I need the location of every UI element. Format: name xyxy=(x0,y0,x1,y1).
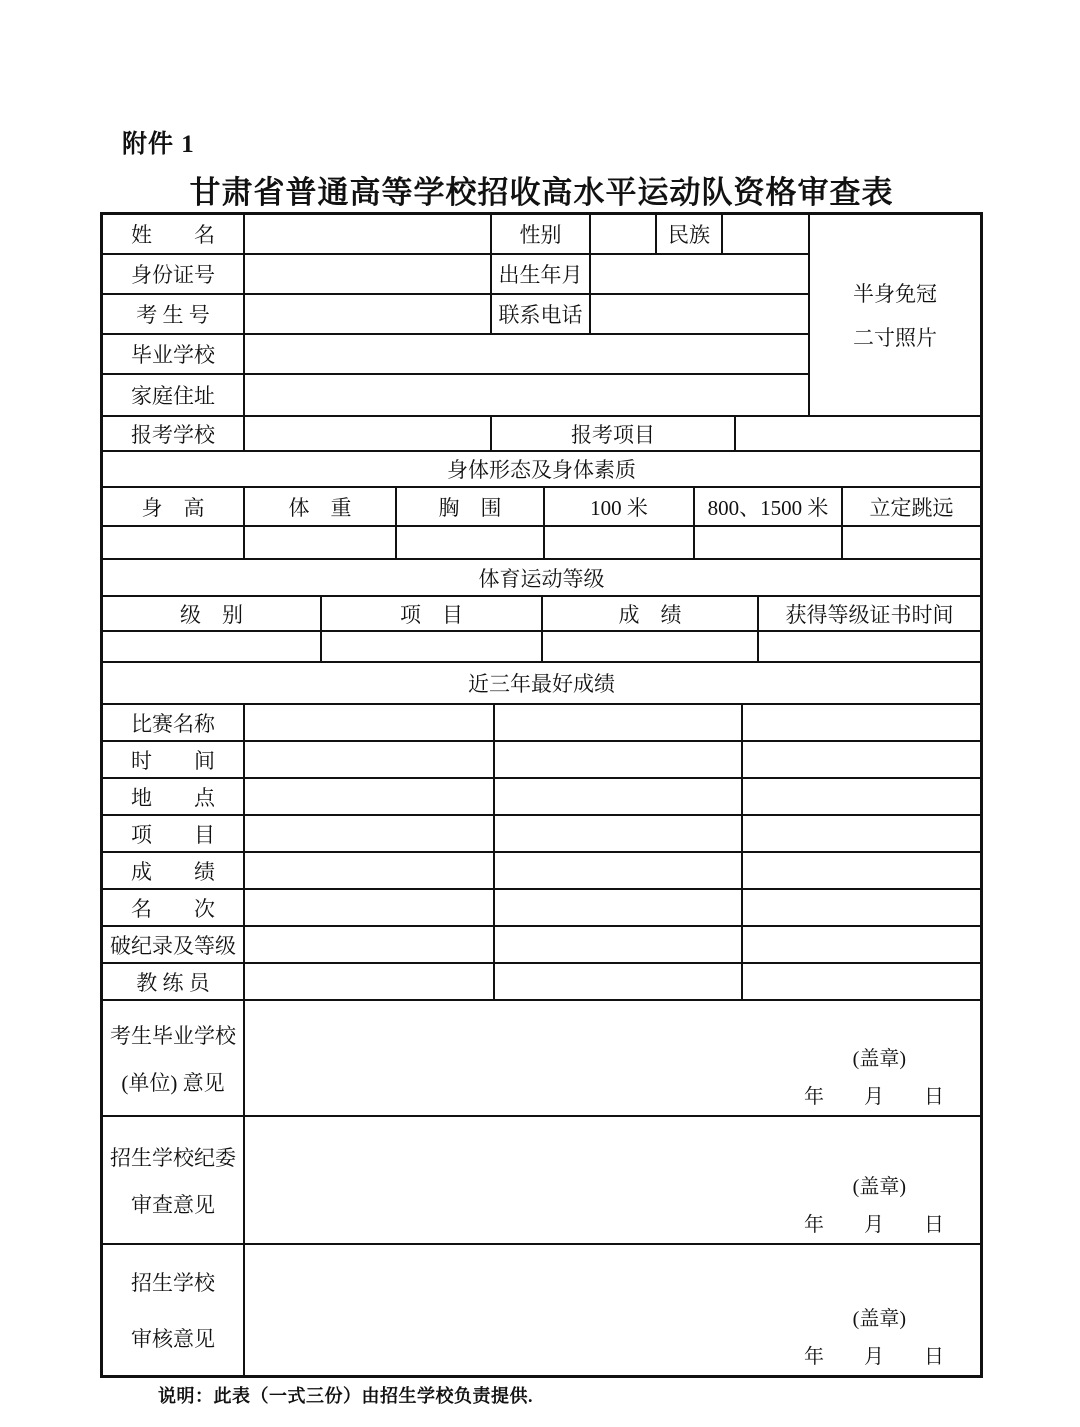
apply-school-value-cell xyxy=(245,417,492,450)
record-grade-label: 破纪录及等级 xyxy=(103,927,245,962)
results-section-header-row xyxy=(103,663,980,705)
time-cell-2 xyxy=(495,742,743,777)
results-row-rank xyxy=(103,890,980,927)
grade-section-header: 体育运动等级 xyxy=(478,566,605,591)
footer-note: 说明：此表（一式三份）由招生学校负责提供. xyxy=(158,1386,533,1406)
record-grade-cell-3 xyxy=(743,927,980,962)
time-cell-3 xyxy=(743,742,980,777)
standing-jump-value-cell xyxy=(843,527,980,558)
rank-cell-3 xyxy=(743,890,980,925)
event-cell-1 xyxy=(245,816,495,851)
row-exam-number xyxy=(103,295,808,335)
physique-value-row xyxy=(103,527,980,560)
results-row-record xyxy=(103,927,980,964)
rank-cell-1 xyxy=(245,890,495,925)
place-cell-2 xyxy=(495,779,743,814)
grade-level-value-cell xyxy=(103,632,322,661)
opinion-discipline-committee-label-line1: 招生学校纪委 xyxy=(110,1145,236,1170)
row-address xyxy=(103,375,808,415)
ethnic-value-cell xyxy=(723,215,808,253)
chest-label: 胸 围 xyxy=(397,488,545,525)
physique-section-header-row xyxy=(103,452,980,488)
birth-value-cell xyxy=(591,255,808,293)
competition-name-cell-3 xyxy=(743,705,980,740)
exam-number-value-cell xyxy=(245,295,492,333)
coach-cell-2 xyxy=(495,964,743,999)
physique-header-row xyxy=(103,488,980,527)
opinion-grad-school-label xyxy=(103,1001,245,1115)
opinion-grad-school-row xyxy=(103,1001,980,1117)
row-apply-school xyxy=(103,417,980,452)
sprint-100m-value-cell xyxy=(545,527,695,558)
coach-cell-1 xyxy=(245,964,495,999)
competition-name-cell-1 xyxy=(245,705,495,740)
results-row-place xyxy=(103,779,980,816)
competition-name-label: 比赛名称 xyxy=(103,705,245,740)
opinion-recruiting-school-body xyxy=(245,1245,980,1375)
score-cell-3 xyxy=(743,853,980,888)
results-row-event xyxy=(103,816,980,853)
address-value-cell xyxy=(245,375,808,415)
apply-event-label: 报考项目 xyxy=(492,417,736,450)
height-label: 身 高 xyxy=(103,488,245,525)
date-label: 年 月 日 xyxy=(804,1346,944,1368)
date-label: 年 月 日 xyxy=(804,1214,944,1236)
place-label: 地 点 xyxy=(103,779,245,814)
results-section-header: 近三年最好成绩 xyxy=(468,672,615,696)
qualification-form-table xyxy=(100,212,983,1378)
opinion-discipline-committee-label-line2: 审查意见 xyxy=(131,1192,215,1217)
height-value-cell xyxy=(103,527,245,558)
name-label: 姓 名 xyxy=(103,215,245,253)
grade-result-label: 成 绩 xyxy=(543,597,759,630)
apply-school-label: 报考学校 xyxy=(103,417,245,450)
sprint-100m-label: 100 米 xyxy=(545,488,695,525)
record-grade-cell-2 xyxy=(495,927,743,962)
grade-cert-time-value-cell xyxy=(759,632,980,661)
grade-section-header-row xyxy=(103,560,980,597)
physique-section-header: 身体形态及身体素质 xyxy=(447,458,636,482)
rank-label: 名 次 xyxy=(103,890,245,925)
grade-value-row xyxy=(103,632,980,663)
opinion-recruiting-school-row xyxy=(103,1245,980,1375)
results-row-time xyxy=(103,742,980,779)
exam-number-label: 考 生 号 xyxy=(103,295,245,333)
grade-level-label: 级 别 xyxy=(103,597,322,630)
time-label: 时 间 xyxy=(103,742,245,777)
chest-value-cell xyxy=(397,527,545,558)
opinion-discipline-committee-seal-block xyxy=(804,1170,980,1237)
competition-name-cell-2 xyxy=(495,705,743,740)
grade-header-row xyxy=(103,597,980,632)
id-number-value-cell xyxy=(245,255,492,293)
opinion-recruiting-school-label-line2: 审核意见 xyxy=(131,1327,215,1351)
sex-label: 性别 xyxy=(492,215,591,253)
grade-event-value-cell xyxy=(322,632,543,661)
page-title: 甘肃省普通高等学校招收高水平运动队资格审查表 xyxy=(189,175,894,210)
seal-label: (盖章) xyxy=(852,1048,906,1070)
apply-event-value-cell xyxy=(736,417,980,450)
opinion-discipline-committee-body xyxy=(245,1117,980,1243)
phone-value-cell xyxy=(591,295,808,333)
photo-note-line1: 半身免冠 xyxy=(853,282,937,306)
event-cell-3 xyxy=(743,816,980,851)
opinion-recruiting-school-label-line1: 招生学校 xyxy=(131,1271,215,1295)
standing-jump-label: 立定跳远 xyxy=(869,495,954,520)
row-name xyxy=(103,215,808,255)
opinion-grad-school-label-line2: (单位) 意见 xyxy=(121,1070,225,1095)
opinion-grad-school-seal-block xyxy=(804,1042,980,1109)
run-800-1500m-value-cell xyxy=(695,527,843,558)
seal-label: (盖章) xyxy=(852,1308,906,1330)
grade-cert-time-label: 获得等级证书时间 xyxy=(785,602,954,627)
id-number-label: 身份证号 xyxy=(103,255,245,293)
ethnic-label: 民族 xyxy=(657,215,723,253)
coach-cell-3 xyxy=(743,964,980,999)
opinion-recruiting-school-seal-block xyxy=(804,1302,980,1369)
sex-value-cell xyxy=(591,215,657,253)
photo-placeholder xyxy=(808,215,980,415)
score-cell-1 xyxy=(245,853,495,888)
opinion-discipline-committee-label xyxy=(103,1117,245,1243)
weight-label: 体 重 xyxy=(245,488,397,525)
weight-value-cell xyxy=(245,527,397,558)
event-cell-2 xyxy=(495,816,743,851)
opinion-discipline-committee-row xyxy=(103,1117,980,1245)
row-grad-school xyxy=(103,335,808,375)
time-cell-1 xyxy=(245,742,495,777)
score-label: 成 绩 xyxy=(103,853,245,888)
event-label: 项 目 xyxy=(103,816,245,851)
seal-label: (盖章) xyxy=(852,1176,906,1198)
basic-info-left xyxy=(103,215,808,415)
record-grade-cell-1 xyxy=(245,927,495,962)
row-id-number xyxy=(103,255,808,295)
place-cell-3 xyxy=(743,779,980,814)
grad-school-value-cell xyxy=(245,335,808,373)
basic-info-block xyxy=(103,215,980,417)
photo-note-line2: 二寸照片 xyxy=(853,326,937,350)
results-row-competition xyxy=(103,705,980,742)
name-value-cell xyxy=(245,215,492,253)
results-row-score xyxy=(103,853,980,890)
date-label: 年 月 日 xyxy=(804,1086,944,1108)
phone-label: 联系电话 xyxy=(492,295,591,333)
run-800-1500m-label: 800、1500 米 xyxy=(695,488,843,525)
birth-label: 出生年月 xyxy=(492,255,591,293)
opinion-grad-school-body xyxy=(245,1001,980,1115)
rank-cell-2 xyxy=(495,890,743,925)
grade-event-label: 项 目 xyxy=(322,597,543,630)
opinion-grad-school-label-line1: 考生毕业学校 xyxy=(110,1023,236,1048)
score-cell-2 xyxy=(495,853,743,888)
coach-label: 教 练 员 xyxy=(103,964,245,999)
address-label: 家庭住址 xyxy=(103,375,245,415)
attachment-label: 附件 1 xyxy=(122,131,195,158)
opinion-recruiting-school-label xyxy=(103,1245,245,1375)
grad-school-label: 毕业学校 xyxy=(103,335,245,373)
grade-result-value-cell xyxy=(543,632,759,661)
place-cell-1 xyxy=(245,779,495,814)
results-row-coach xyxy=(103,964,980,1001)
